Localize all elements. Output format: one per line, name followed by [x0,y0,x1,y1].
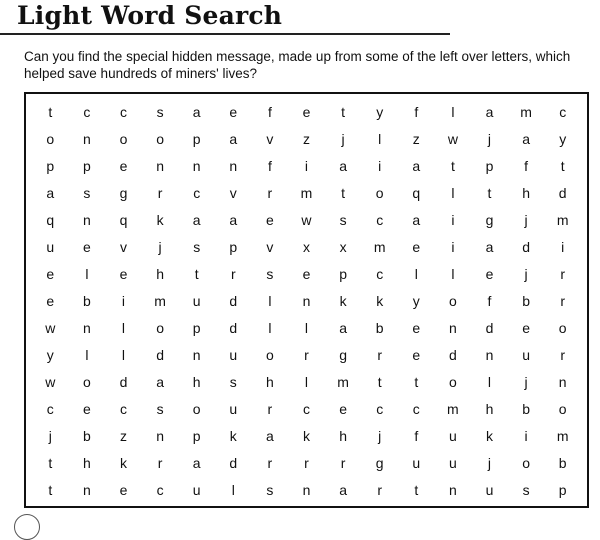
grid-cell[interactable]: g [339,347,347,364]
grid-cell[interactable]: k [485,428,493,445]
grid-cell[interactable]: y [376,103,384,120]
grid-cell[interactable]: i [524,428,528,445]
grid-cell[interactable]: a [192,211,201,228]
grid-cell[interactable]: p [192,320,201,337]
grid-cell[interactable]: n [82,320,91,337]
grid-cell[interactable]: e [412,320,421,337]
grid-cell[interactable]: i [304,157,309,174]
grid-cell[interactable]: m [154,292,166,309]
grid-cell[interactable]: d [229,292,238,309]
grid-cell[interactable]: i [121,292,126,309]
grid-cell[interactable]: j [487,455,492,472]
grid-cell[interactable]: r [304,347,309,364]
grid-cell[interactable]: n [82,211,91,228]
grid-cell[interactable]: q [412,184,421,201]
grid-cell[interactable]: u [229,347,238,364]
grid-cell[interactable]: p [339,265,347,282]
grid-cell[interactable]: e [119,265,128,282]
grid-cell[interactable]: t [560,157,565,174]
grid-cell[interactable]: w [45,320,56,337]
grid-cell[interactable]: j [524,374,528,391]
grid-cell[interactable]: n [82,130,91,147]
grid-cell[interactable]: c [559,103,567,120]
grid-cell[interactable]: t [341,103,346,120]
grid-cell[interactable]: r [340,455,346,472]
grid-cell[interactable]: y [46,347,54,364]
grid-cell[interactable]: e [119,482,128,499]
grid-cell[interactable]: c [119,103,127,120]
grid-cell[interactable]: d [558,184,567,201]
grid-cell[interactable]: w [447,130,458,147]
grid-cell[interactable]: j [524,265,528,282]
grid-cell[interactable]: i [378,157,382,174]
grid-cell[interactable]: d [522,238,530,255]
grid-cell[interactable]: c [412,401,420,418]
grid-cell[interactable]: e [339,401,347,418]
grid-cell[interactable]: j [48,428,52,445]
grid-cell[interactable]: m [556,211,569,228]
grid-cell[interactable]: o [448,374,457,391]
logo-icon [14,514,40,540]
grid-cell[interactable]: e [485,265,494,282]
grid-cell[interactable]: f [267,157,272,174]
grid-cell[interactable]: r [157,455,163,472]
grid-cell[interactable]: e [412,347,421,364]
grid-cell[interactable]: s [266,265,274,282]
grid-cell[interactable]: r [377,482,383,499]
grid-cell[interactable]: e [522,320,530,337]
grid-cell[interactable]: c [193,184,201,201]
grid-cell[interactable]: c [376,211,384,228]
grid-cell[interactable]: a [229,130,238,147]
grid-cell[interactable]: v [266,238,274,255]
grid-cell[interactable]: z [412,130,420,147]
grid-cell[interactable]: c [376,401,384,418]
grid-cell[interactable]: m [337,374,349,391]
grid-cell[interactable]: a [522,130,530,147]
grid-cell[interactable]: r [157,184,163,201]
grid-cell[interactable]: b [522,401,530,418]
grid-cell[interactable]: m [520,103,532,120]
grid-cell[interactable]: t [48,482,53,499]
grid-cell[interactable]: e [229,103,238,120]
grid-cell[interactable]: n [156,428,164,445]
grid-cell[interactable]: t [414,374,419,391]
grid-cell[interactable]: n [192,157,201,174]
grid-cell[interactable]: e [412,238,421,255]
grid-cell[interactable]: e [265,211,274,228]
grid-cell[interactable]: a [339,157,347,174]
grid-cell[interactable]: t [377,374,382,391]
grid-cell[interactable]: o [192,401,201,418]
grid-cell[interactable]: e [82,401,91,418]
grid-cell[interactable]: n [302,482,311,499]
grid-cell[interactable]: l [487,374,492,391]
grid-cell[interactable]: b [375,320,384,337]
grid-cell[interactable]: o [558,401,567,418]
grid-cell[interactable]: o [82,374,91,391]
grid-cell[interactable]: k [119,455,127,472]
grid-cell[interactable]: h [156,265,164,282]
grid-cell[interactable]: p [229,238,238,255]
grid-cell[interactable]: a [46,184,55,201]
grid-cell[interactable]: d [229,320,238,337]
grid-cell[interactable]: l [414,265,418,282]
grid-cell[interactable]: x [339,238,347,255]
grid-cell[interactable]: v [229,184,237,201]
grid-cell[interactable]: l [231,482,235,499]
grid-cell[interactable]: n [448,320,457,337]
grid-cell[interactable]: p [192,130,201,147]
grid-cell[interactable]: r [560,292,566,309]
grid-cell[interactable]: f [414,103,419,120]
grid-cell[interactable]: r [560,265,566,282]
grid-cell[interactable]: m [556,428,569,445]
grid-cell[interactable]: i [561,238,565,255]
grid-cell[interactable]: d [119,374,128,391]
grid-cell[interactable]: s [156,103,164,120]
grid-cell[interactable]: l [304,320,309,337]
grid-cell[interactable]: d [229,455,238,472]
grid-cell[interactable]: c [376,265,384,282]
grid-cell[interactable]: s [266,482,274,499]
grid-cell[interactable]: u [412,455,421,472]
grid-cell[interactable]: j [341,130,345,147]
grid-cell[interactable]: r [304,455,309,472]
grid-cell[interactable]: r [377,347,383,364]
grid-cell[interactable]: n [302,292,311,309]
grid-cell[interactable]: p [558,482,567,499]
grid-cell[interactable]: a [485,103,494,120]
grid-cell[interactable]: g [485,211,494,228]
grid-cell[interactable]: h [522,184,530,201]
grid-cell[interactable]: t [414,482,419,499]
grid-cell[interactable]: s [156,401,164,418]
grid-cell[interactable]: i [451,238,455,255]
grid-cell[interactable]: s [229,374,237,391]
grid-cell[interactable]: o [119,130,128,147]
grid-cell[interactable]: n [192,347,201,364]
grid-cell[interactable]: n [156,157,164,174]
grid-cell[interactable]: h [485,401,494,418]
grid-cell[interactable]: v [266,130,274,147]
grid-cell[interactable]: f [414,428,419,445]
grid-cell[interactable]: a [412,157,421,174]
grid-cell[interactable]: a [339,320,347,337]
grid-cell[interactable]: s [522,482,530,499]
grid-cell[interactable]: j [378,428,382,445]
grid-cell[interactable]: r [267,401,273,418]
grid-cell[interactable]: v [119,238,127,255]
grid-cell[interactable]: c [302,401,310,418]
grid-cell[interactable]: f [524,157,529,174]
grid-cell[interactable]: c [156,482,164,499]
grid-cell[interactable]: n [448,482,457,499]
grid-cell[interactable]: c [83,103,91,120]
grid-cell[interactable]: o [265,347,274,364]
grid-cell[interactable]: q [46,211,55,228]
grid-cell[interactable]: r [267,455,273,472]
grid-cell[interactable]: o [156,130,164,147]
grid-cell[interactable]: d [448,347,457,364]
grid-cell[interactable]: e [119,157,128,174]
grid-cell[interactable]: l [85,265,89,282]
grid-cell[interactable]: p [82,157,91,174]
grid-cell[interactable]: l [378,130,382,147]
grid-cell[interactable]: k [156,211,164,228]
grid-cell[interactable]: u [485,482,494,499]
grid-cell[interactable]: l [121,320,126,337]
grid-cell[interactable]: t [341,184,346,201]
grid-cell[interactable]: s [339,211,347,228]
grid-cell[interactable]: b [522,292,530,309]
grid-cell[interactable]: a [192,103,201,120]
grid-cell[interactable]: o [46,130,55,147]
grid-cell[interactable]: t [48,103,53,120]
grid-cell[interactable]: e [46,292,55,309]
grid-cell[interactable]: a [229,211,238,228]
grid-cell[interactable]: m [373,238,386,255]
grid-cell[interactable]: o [156,320,164,337]
grid-cell[interactable]: u [448,455,457,472]
grid-cell[interactable]: d [156,347,164,364]
grid-cell[interactable]: b [82,428,91,445]
grid-cell[interactable]: a [485,238,494,255]
grid-cell[interactable]: t [48,455,53,472]
grid-cell[interactable]: r [230,265,236,282]
grid-cell[interactable]: h [192,374,201,391]
grid-cell[interactable]: u [192,482,201,499]
grid-cell[interactable]: s [193,238,201,255]
instructions-text: Can you find the special hidden message, made up from some of the left over letters, which helped save hundreds of miners' lives? [24,49,571,81]
grid-cell[interactable]: k [229,428,237,445]
grid-cell[interactable]: a [339,482,347,499]
grid-cell[interactable]: l [451,103,455,120]
grid-cell[interactable]: a [192,455,201,472]
grid-cell[interactable]: l [451,265,455,282]
grid-cell[interactable]: g [119,184,128,201]
grid-cell[interactable]: u [229,401,238,418]
grid-cell[interactable]: e [82,238,91,255]
grid-cell[interactable]: y [559,130,567,147]
grid-cell[interactable]: u [192,292,201,309]
grid-cell[interactable]: o [448,292,457,309]
grid-cell[interactable]: b [558,455,567,472]
grid-cell[interactable]: l [268,320,272,337]
grid-cell[interactable]: w [301,211,312,228]
grid-cell[interactable]: u [46,238,55,255]
grid-cell[interactable]: r [267,184,273,201]
grid-cell[interactable]: d [485,320,494,337]
grid-cell[interactable]: n [558,374,567,391]
grid-cell[interactable]: j [487,130,492,147]
grid-cell[interactable]: r [560,347,566,364]
page-title: Light Word Search [17,1,283,30]
grid-cell[interactable]: b [82,292,91,309]
grid-cell[interactable]: e [302,103,311,120]
grid-cell[interactable]: m [300,184,313,201]
grid-cell[interactable]: t [487,184,492,201]
grid-cell[interactable]: l [304,374,309,391]
grid-cell[interactable]: a [265,428,274,445]
grid-cell[interactable]: k [302,428,310,445]
grid-cell[interactable]: o [522,455,530,472]
grid-cell[interactable]: p [192,428,201,445]
word-search-grid [24,92,589,508]
grid-cell[interactable]: a [412,211,421,228]
grid-cell[interactable]: w [45,374,56,391]
grid-cell[interactable]: t [194,265,199,282]
grid-cell[interactable]: o [558,320,567,337]
grid-cell[interactable]: e [302,265,311,282]
grid-cell[interactable]: y [412,292,420,309]
grid-cell[interactable]: z [119,428,127,445]
grid-cell[interactable]: p [485,157,494,174]
grid-cell[interactable]: a [156,374,164,391]
grid-cell[interactable]: p [46,157,55,174]
grid-cell[interactable]: t [450,157,455,174]
grid-cell[interactable]: u [448,428,457,445]
grid-cell[interactable]: j [158,238,162,255]
grid-cell[interactable]: l [268,292,272,309]
grid-cell[interactable]: n [485,347,494,364]
grid-cell[interactable]: c [46,401,54,418]
grid-cell[interactable]: f [267,103,272,120]
title-underline [0,33,450,35]
grid-cell[interactable]: k [339,292,347,309]
grid-cell[interactable]: z [302,130,310,147]
grid-cell[interactable]: l [121,347,126,364]
grid-cell[interactable]: j [524,211,528,228]
grid-cell[interactable]: n [229,157,238,174]
grid-cell[interactable]: f [487,292,492,309]
grid-cell[interactable]: i [451,211,455,228]
grid-cell[interactable]: u [522,347,530,364]
grid-cell[interactable]: x [302,238,310,255]
grid-cell[interactable]: m [447,401,459,418]
grid-cell[interactable]: c [119,401,127,418]
grid-cell[interactable]: k [376,292,384,309]
grid-cell[interactable]: o [375,184,384,201]
grid-cell[interactable]: q [119,211,128,228]
grid-cell[interactable]: l [85,347,89,364]
grid-cell[interactable]: g [375,455,384,472]
grid-cell[interactable]: n [82,482,91,499]
grid-cell[interactable]: e [46,265,55,282]
grid-cell[interactable]: h [82,455,91,472]
grid-cell[interactable]: l [451,184,455,201]
grid-cell[interactable]: h [265,374,274,391]
grid-cell[interactable]: s [83,184,91,201]
grid-cell[interactable]: h [339,428,347,445]
